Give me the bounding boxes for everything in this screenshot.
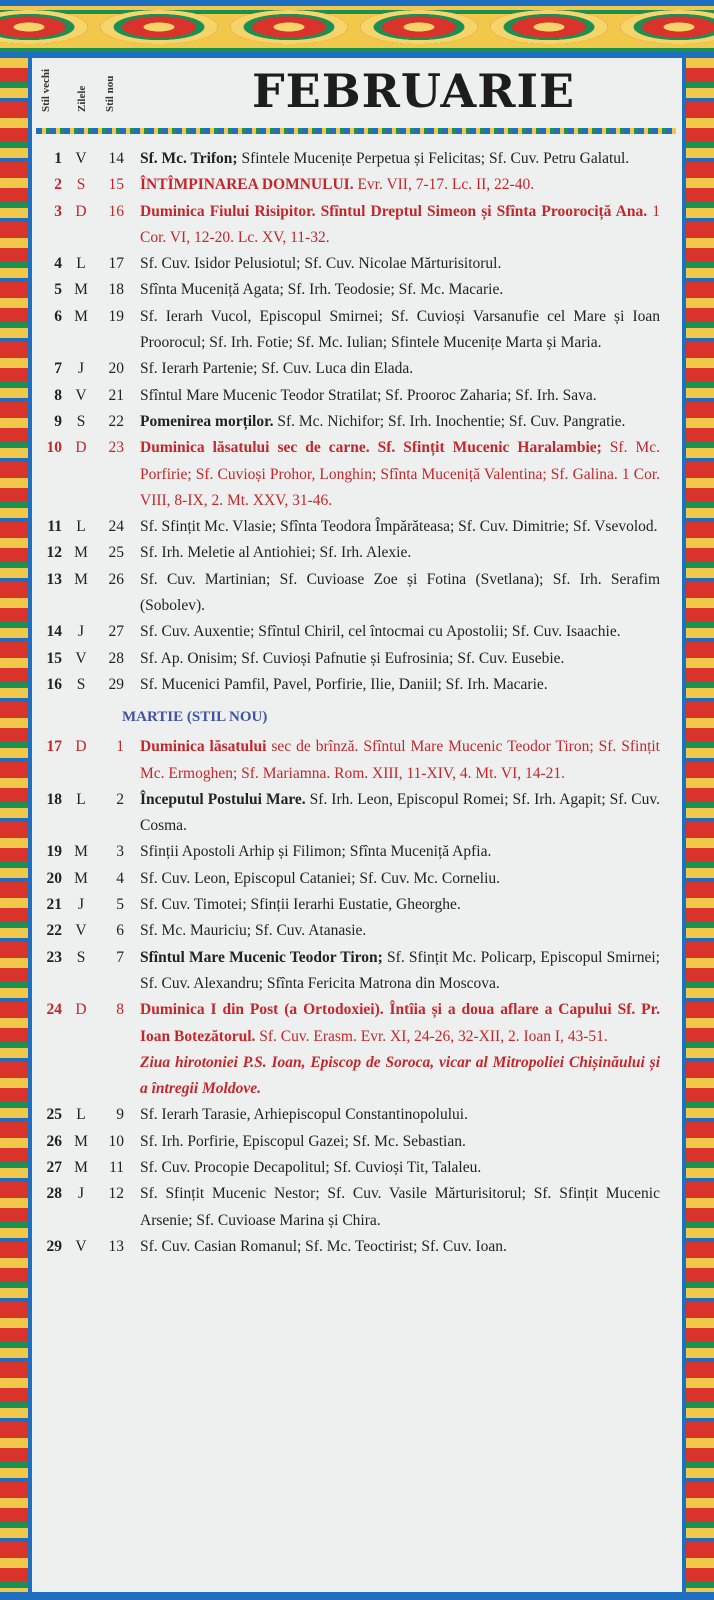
entry-bold-text: Duminica lăsatului sec de carne. Sf. Sfințit Mucenic Haralambie;	[140, 439, 602, 457]
day-new-style: 5	[116, 896, 124, 914]
entry-plain-text: Sfînta Muceniță Agata; Sf. Irh. Teodosie; Sf. Mc. Macarie.	[140, 281, 504, 299]
day-old-style: 9	[54, 412, 62, 430]
entry-plain-text: Sf. Irh. Meletie al Antiohiei; Sf. Irh. Alexie.	[140, 544, 412, 562]
entry-text	[140, 918, 660, 944]
entry-text	[140, 251, 660, 277]
day-old-style: 10	[46, 439, 62, 457]
weekday: M	[74, 1132, 88, 1150]
weekday: D	[75, 202, 87, 220]
day-old-style: 19	[46, 843, 62, 861]
entry-text	[140, 839, 660, 865]
entry-bold-text: Duminica I din Post (a Ortodoxiei). Întîia și a doua aflare a Capului Sf. Pr. Ioan Botezătorul.	[140, 1001, 660, 1045]
day-new-style: 14	[108, 150, 124, 167]
entry-text	[140, 277, 660, 303]
column-header-days: Zilele	[76, 85, 88, 112]
entry-plain-text: Sf. Cuv. Auxentie; Sfîntul Chiril, cel întocmai cu Apostolii; Sf. Cuv. Isaachie.	[140, 623, 621, 641]
entry-text	[140, 172, 660, 198]
calendar-row	[32, 918, 682, 944]
entry-text	[140, 646, 660, 672]
day-old-style: 14	[46, 623, 62, 641]
day-old-style: 15	[46, 649, 62, 667]
ornament-medallion	[620, 10, 714, 44]
day-old-style: 20	[46, 869, 62, 887]
day-new-style: 26	[108, 570, 124, 588]
entry-plain-text: 1 Cor. VI, 12-20. Lc. XV, 11-32.	[140, 202, 660, 246]
day-old-style: 13	[46, 570, 62, 588]
entry-plain-text: Sf. Mc. Mauriciu; Sf. Cuv. Atanasie.	[140, 922, 367, 940]
day-old-style: 21	[46, 896, 62, 914]
weekday: V	[75, 386, 87, 404]
day-old-style: 1	[54, 150, 62, 167]
day-new-style: 22	[108, 412, 124, 430]
entry-bold-text: Pomenirea morților.	[140, 412, 274, 430]
calendar-row	[32, 199, 682, 252]
calendar-row	[32, 251, 682, 277]
day-new-style: 8	[116, 1001, 124, 1019]
weekday: D	[75, 738, 87, 756]
entry-plain-text: Sf. Cuv. Isidor Pelusiotul; Sf. Cuv. Nicolae Mărturisitorul.	[140, 255, 502, 273]
day-new-style: 27	[108, 623, 124, 641]
page-header	[32, 58, 682, 128]
calendar-row	[32, 619, 682, 645]
day-old-style: 28	[46, 1185, 62, 1203]
entry-text	[140, 997, 660, 1050]
entry-bold-text: Sf. Mc. Trifon;	[140, 150, 238, 167]
weekday: S	[76, 675, 86, 693]
day-old-style: 16	[46, 675, 62, 693]
day-old-style: 29	[46, 1237, 62, 1255]
weekday: M	[74, 544, 88, 562]
entry-plain-text: sec de brînză. Sfîntul Mare Mucenic Teodor Tiron; Sf. Sfințit Mc. Ermoghen; Sf. Mariamna. Rom. XIII, 11-XIV, 4. Mt. VI, 14-21.	[140, 738, 660, 782]
day-new-style: 12	[108, 1185, 124, 1203]
day-new-style: 17	[108, 255, 124, 273]
march-entries-continued	[32, 1102, 682, 1260]
left-ornament-border	[0, 58, 32, 1600]
calendar-row	[32, 540, 682, 566]
calendar-row	[32, 567, 682, 620]
calendar-row	[32, 1102, 682, 1128]
day-new-style: 20	[108, 360, 124, 378]
entry-text	[140, 409, 660, 435]
day-new-style: 19	[108, 307, 124, 325]
weekday: J	[77, 623, 85, 641]
entry-plain-text: Sf. Mc. Porfirie; Sf. Cuvioși Prohor, Longhin; Sfînta Muceniță Valentina; Sf. Galina. 1 Cor. VIII, 8-IX, 2. Mt. XXV, 31-46.	[140, 439, 660, 509]
weekday: J	[77, 360, 85, 378]
entry-plain-text: Sf. Sfințit Mucenic Nestor; Sf. Cuv. Vasile Mărturisitorul; Sf. Sfințit Mucenic Arsenie; Sf. Cuvioase Marina și Chira.	[140, 1185, 660, 1229]
weekday: V	[75, 922, 87, 940]
entry-plain-text: Sf. Ap. Onisim; Sf. Cuvioși Pafnutie și Eufrosinia; Sf. Cuv. Eusebie.	[140, 649, 565, 667]
entry-text	[140, 514, 660, 540]
ornament-medallion	[360, 10, 478, 44]
entry-text	[140, 435, 660, 514]
entry-plain-text: Sf. Mucenici Pamfil, Pavel, Porfirie, Ilie, Daniil; Sf. Irh. Macarie.	[140, 675, 548, 693]
calendar-row	[32, 409, 682, 435]
calendar-row	[32, 866, 682, 892]
entry-text	[140, 787, 660, 840]
entry-text	[140, 567, 660, 620]
march-entries	[32, 734, 682, 1050]
day-new-style: 24	[108, 518, 124, 536]
day-new-style: 13	[108, 1237, 124, 1255]
calendar-row	[32, 646, 682, 672]
day-new-style: 23	[108, 439, 124, 457]
february-entries	[32, 146, 682, 698]
calendar-row	[32, 146, 682, 172]
day-old-style: 2	[54, 176, 62, 194]
calendar-row	[32, 435, 682, 514]
day-old-style: 17	[46, 738, 62, 756]
day-old-style: 11	[47, 518, 62, 536]
entry-bold-text: ÎNTÎMPINAREA DOMNULUI.	[140, 176, 354, 194]
entry-plain-text: Sf. Ierarh Vucol, Episcopul Smirnei; Sf. Cuvioși Varsanufie cel Mare și Ioan Proorocul; Sf. Irh. Fotie; Sf. Mc. Iulian; Sfintele Mucenițe Marta și Maria.	[140, 307, 660, 352]
calendar-row	[32, 514, 682, 540]
entry-plain-text: Sfinții Apostoli Arhip și Filimon; Sfînta Muceniță Apfia.	[140, 843, 492, 861]
entry-text	[140, 892, 660, 918]
day-old-style: 26	[46, 1132, 62, 1150]
day-old-style: 25	[46, 1106, 62, 1124]
day-old-style: 4	[54, 255, 62, 273]
weekday: M	[74, 869, 88, 887]
entry-plain-text: Sf. Cuv. Casian Romanul; Sf. Mc. Teoctirist; Sf. Cuv. Ioan.	[140, 1237, 507, 1255]
hirotonia-note: Ziua hirotoniei P.S. Ioan, Episcop de Soroca, vicar al Mitropoliei Chișinăului și a întregii Moldove.	[140, 1053, 660, 1098]
entry-plain-text: Sf. Ierarh Tarasie, Arhiepiscopul Constantinopolului.	[140, 1106, 468, 1124]
header-divider	[36, 128, 676, 134]
entry-text	[140, 1234, 660, 1260]
day-new-style: 25	[108, 544, 124, 562]
weekday: L	[76, 1106, 86, 1124]
weekday: L	[76, 255, 86, 273]
weekday: V	[75, 1237, 87, 1255]
weekday: V	[75, 649, 87, 667]
day-new-style: 16	[108, 202, 124, 220]
weekday: M	[74, 570, 88, 588]
entry-plain-text: Sf. Cuv. Procopie Decapolitul; Sf. Cuvioși Tit, Talaleu.	[140, 1158, 482, 1176]
entry-plain-text: Sf. Cuv. Erasm. Evr. XI, 24-26, 32-XII, 2. Ioan I, 43-51.	[255, 1027, 608, 1045]
calendar-row	[32, 356, 682, 382]
day-new-style: 28	[108, 649, 124, 667]
entry-text	[140, 540, 660, 566]
calendar-page	[32, 58, 682, 1592]
weekday: D	[75, 1001, 87, 1019]
entry-plain-text: Sf. Sfințit Mc. Policarp, Episcopul Smirnei; Sf. Cuv. Alexandru; Sfînta Fericita Matrona din Moscova.	[140, 948, 660, 992]
weekday: M	[74, 281, 88, 299]
day-new-style: 15	[108, 176, 124, 194]
day-old-style: 24	[46, 1001, 62, 1019]
entry-text	[140, 146, 660, 172]
day-old-style: 6	[54, 307, 62, 325]
entry-text	[140, 734, 660, 787]
weekday: V	[75, 150, 87, 167]
entry-plain-text: Sf. Irh. Porfirie, Episcopul Gazei; Sf. Mc. Sebastian.	[140, 1132, 466, 1150]
entry-text	[140, 1102, 660, 1128]
entry-plain-text: Evr. VII, 7-17. Lc. II, 22-40.	[353, 176, 535, 194]
entry-plain-text: Sfîntul Mare Mucenic Teodor Stratilat; Sf. Prooroc Zaharia; Sf. Irh. Sava.	[140, 386, 597, 404]
weekday: J	[77, 1185, 85, 1203]
weekday: M	[74, 307, 88, 325]
entry-text	[140, 672, 660, 698]
day-new-style: 7	[116, 948, 124, 966]
calendar-row	[32, 277, 682, 303]
calendar-row	[32, 1155, 682, 1181]
day-new-style: 11	[109, 1158, 124, 1176]
entry-bold-text: Începutul Postului Mare.	[140, 790, 306, 808]
calendar-row	[32, 383, 682, 409]
weekday: L	[76, 518, 86, 536]
calendar-row	[32, 172, 682, 198]
weekday: D	[75, 439, 87, 457]
day-new-style: 29	[108, 675, 124, 693]
entry-text	[140, 1155, 660, 1181]
day-old-style: 7	[54, 360, 62, 378]
bottom-ornament-border	[0, 1592, 714, 1600]
entry-text	[140, 304, 660, 357]
day-new-style: 9	[116, 1106, 124, 1124]
day-new-style: 3	[116, 843, 124, 861]
entry-plain-text: Sf. Ierarh Partenie; Sf. Cuv. Luca din Elada.	[140, 360, 414, 378]
entry-text	[140, 866, 660, 892]
column-header-new-style: Stil nou	[104, 75, 116, 112]
entry-plain-text: Sf. Cuv. Timotei; Sfinții Ierarhi Eustatie, Gheorghe.	[140, 896, 461, 914]
entry-bold-text: Duminica lăsatului	[140, 738, 267, 756]
calendar-row	[32, 1181, 682, 1234]
calendar-row	[32, 892, 682, 918]
entry-plain-text: Sf. Irh. Leon, Episcopul Romei; Sf. Irh. Agapit; Sf. Cuv. Cosma.	[140, 790, 660, 835]
day-old-style: 12	[46, 544, 62, 562]
ornament-medallion	[490, 10, 608, 44]
column-header-old-style: Stil vechi	[40, 68, 52, 112]
weekday: S	[76, 948, 86, 966]
day-new-style: 4	[116, 869, 124, 887]
day-old-style: 5	[54, 281, 62, 299]
ornament-medallion	[0, 10, 88, 44]
calendar-row	[32, 734, 682, 787]
day-old-style: 18	[46, 790, 62, 808]
entry-text	[140, 945, 660, 998]
calendar-row	[32, 945, 682, 998]
weekday: J	[77, 896, 85, 914]
day-old-style: 22	[46, 922, 62, 940]
entry-text	[140, 1181, 660, 1234]
calendar-row	[32, 787, 682, 840]
calendar-row	[32, 839, 682, 865]
entry-text	[140, 356, 660, 382]
ornament-medallion	[100, 10, 218, 44]
day-old-style: 3	[54, 202, 62, 220]
top-ornament-border	[0, 0, 714, 58]
entry-plain-text: Sf. Mc. Nichifor; Sf. Irh. Inochentie; Sf. Cuv. Pangratie.	[273, 412, 626, 430]
day-new-style: 10	[108, 1132, 124, 1150]
entry-plain-text: Sf. Sfințit Mc. Vlasie; Sfînta Teodora Împărăteasa; Sf. Cuv. Dimitrie; Sf. Vsevolod.	[140, 518, 658, 536]
entry-text	[140, 1129, 660, 1155]
day-new-style: 21	[108, 386, 124, 404]
weekday: L	[76, 790, 86, 808]
day-old-style: 27	[46, 1158, 62, 1176]
weekday: M	[74, 843, 88, 861]
calendar-row	[32, 1129, 682, 1155]
day-new-style: 2	[116, 790, 124, 808]
weekday: S	[76, 176, 86, 194]
calendar-row	[32, 997, 682, 1050]
day-new-style: 18	[108, 281, 124, 299]
day-old-style: 23	[46, 948, 62, 966]
weekday: S	[76, 412, 86, 430]
page-title: FEBRUARIE	[252, 64, 576, 118]
calendar-list	[32, 146, 682, 1260]
calendar-row	[32, 672, 682, 698]
entry-text	[140, 199, 660, 252]
ornament-medallion	[230, 10, 348, 44]
entry-plain-text: Sf. Cuv. Leon, Episcopul Cataniei; Sf. Cuv. Mc. Corneliu.	[140, 869, 501, 887]
entry-bold-text: Duminica Fiului Risipitor. Sfîntul Dreptul Simeon și Sfînta Proorociță Ana.	[140, 202, 648, 220]
calendar-row	[32, 304, 682, 357]
section-martie-heading: MARTIE (STIL NOU)	[122, 709, 268, 726]
right-ornament-border	[682, 58, 714, 1600]
entry-text	[140, 619, 660, 645]
day-new-style: 1	[116, 738, 124, 756]
entry-plain-text: Sfintele Mucenițe Perpetua și Felicitas; Sf. Cuv. Petru Galatul.	[237, 150, 630, 167]
entry-plain-text: Sf. Cuv. Martinian; Sf. Cuvioase Zoe și Fotina (Svetlana); Sf. Irh. Serafim (Sobolev).	[140, 570, 660, 615]
day-old-style: 8	[54, 386, 62, 404]
calendar-row	[32, 1234, 682, 1260]
entry-bold-text: Sfîntul Mare Mucenic Teodor Tiron;	[140, 948, 383, 966]
day-new-style: 6	[116, 922, 124, 940]
weekday: M	[74, 1158, 88, 1176]
entry-text	[140, 383, 660, 409]
